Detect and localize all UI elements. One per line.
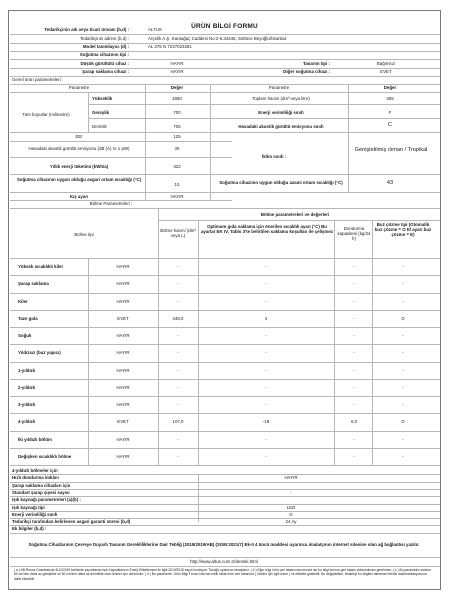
volume-header: Bölme hacmi (dm³ veya L): [160, 228, 196, 239]
compartment-present: HAYIR: [116, 264, 130, 269]
compartment-name: Değişken sıcaklıklı bölme: [18, 453, 72, 459]
compartment-freeze: -: [353, 367, 355, 373]
compartment-volume: -: [177, 384, 179, 390]
compartment-volume: -: [177, 453, 179, 459]
compartment-freeze: -: [353, 264, 355, 269]
compartment-temp: -: [265, 298, 267, 304]
compartment-temp: -: [265, 281, 267, 287]
divider: [10, 482, 440, 483]
divider: [10, 396, 440, 397]
value-header-right: Değer: [383, 85, 397, 90]
compartment-volume: -: [177, 281, 179, 287]
divider: [10, 344, 440, 345]
winter-setting-value: HAYIR: [170, 194, 184, 199]
divider: [10, 157, 232, 158]
compartment-present: EVET: [117, 419, 129, 425]
compartment-name: Kiler: [18, 298, 28, 304]
divider: [348, 84, 349, 192]
compartment-freeze: -: [353, 384, 355, 390]
compartment-name: Taze gıda: [18, 315, 38, 321]
other-appliance-value: EVET: [380, 69, 392, 74]
annual-energy-label: Yıllık enerji tüketimi (kWh/a): [49, 164, 109, 169]
compartment-defrost: O: [401, 315, 405, 321]
depth-label: Derinlik: [92, 124, 107, 129]
divider: [10, 465, 440, 466]
min-temp-value: 10: [174, 182, 180, 187]
divider: [10, 141, 232, 142]
general-params-heading: Genel ürün parametreleri :: [12, 77, 64, 82]
compartment-freeze: -: [353, 436, 355, 442]
dimensions-label: Tüm boyutlar (milimetre): [22, 112, 70, 117]
divider: [10, 174, 440, 175]
compartment-temp: -: [265, 350, 267, 356]
compartment-temp: -: [265, 367, 267, 373]
min-temp-label: Soğutma cihazının uygun olduğu asgari ortam sıcaklığı (°C): [16, 177, 142, 182]
compartment-volume: -: [177, 367, 179, 373]
compartment-temp: -: [265, 436, 267, 442]
compartment-present: HAYIR: [116, 281, 130, 287]
compartment-freeze: -: [353, 402, 355, 407]
compartment-volume: -: [177, 436, 179, 442]
compartment-name: Yıldızsız (buz yapıcı): [18, 350, 61, 356]
compartment-present: HAYIR: [116, 333, 130, 338]
divider: [158, 208, 159, 465]
compartment-temp: -18: [262, 419, 270, 425]
divider: [10, 34, 440, 35]
divider: [10, 525, 440, 526]
bottom-value: 24 Ay: [285, 519, 297, 525]
compartment-present: HAYIR: [116, 298, 130, 304]
bottom-value: LED: [286, 504, 296, 510]
divider: [10, 533, 440, 534]
divider: [88, 258, 89, 465]
value-header-left: Değer: [170, 85, 184, 90]
compartment-volume: -: [177, 350, 179, 356]
divider: [372, 220, 373, 465]
divider: [10, 293, 440, 294]
compartment-defrost: -: [402, 436, 404, 442]
noise-emission-label: Havadaki akustik gürültü emisyonu (dB (A) re 1 pW): [28, 146, 130, 151]
height-label: Yükseklik: [92, 96, 113, 101]
divider: [10, 258, 440, 259]
divider: [158, 220, 440, 221]
climate-class-label: İklim sınıfı :: [262, 154, 287, 159]
compartment-freeze: -: [353, 350, 355, 356]
compartment-name: 3-yıldızlı: [18, 402, 36, 407]
compartment-present: HAYIR: [116, 384, 130, 390]
compartment-volume: 348,0: [172, 315, 184, 321]
divider: [10, 431, 440, 432]
max-temp-value: 43: [386, 180, 394, 186]
height-value: 1850: [172, 96, 182, 101]
energy-class-value: F: [388, 110, 392, 115]
compartment-heading: Bölme Parametreleri :: [89, 201, 133, 206]
footnotes: ( a ) AB Resmi Gazetesinde 5/12/2019 tarihinde yayımlanan Işık Kaynaklarının Enerji Etiketlemesi ile ilgili 2019/2015 sayılı komisyon Tüzüğü uyarınca hesaplanır. ( b ) Eğer bilgi ürün veri tabanında mevcut ise bu bilgi formun geri kalanı doldurulması gerekmez. ( c ) Bu parametre sadece 60 cm'den daha az genişlikte ve 50 cm'den daha az derinlikte olan ürünler için doldurulur. ( d ) Bu parametre, Ürün Bilgi Formu'nda ilan edilir fakat ürün veri tabanına ( ürünler için ilgili kısım ) ve etikette gösterilir. Bu değişiklikler, tedarikçi bu bilgileri tamamen teknik dokümantasyonuna dahil etmelidir.: [14, 568, 432, 581]
compartment-defrost: -: [402, 402, 404, 407]
compartment-defrost: -: [402, 384, 404, 390]
divider: [10, 448, 440, 449]
compartment-defrost: -: [402, 367, 404, 373]
divider: [10, 59, 440, 60]
compartment-defrost: -: [402, 298, 404, 304]
freeze-capacity-header: Dondurma kapasitesi (kg/24 h): [337, 226, 371, 242]
compartment-volume: 107,0: [172, 419, 184, 425]
eei-value: 125: [173, 134, 181, 139]
width-value: 700: [173, 110, 181, 115]
divider: [10, 327, 440, 328]
total-volume-value: 455: [386, 96, 394, 101]
noise-emission-value: 39: [174, 146, 180, 151]
compartment-defrost: -: [402, 281, 404, 287]
divider: [10, 557, 440, 558]
compartment-freeze: -: [353, 333, 355, 338]
divider: [214, 104, 440, 105]
divider: [10, 92, 440, 93]
annual-energy-value: 322: [173, 164, 181, 169]
compartment-present: HAYIR: [116, 436, 130, 442]
compartment-temp: -: [265, 402, 267, 407]
bottom-label: Tedarikçi tarafından belirlenen asgari garanti süresi (b,d): [12, 519, 131, 525]
form-title: ÜRÜN BİLGİ FORMU: [191, 23, 258, 30]
bottom-value: HAYIR: [284, 475, 298, 481]
compartment-type-header: Bölme tipi: [74, 232, 94, 237]
supplier-name-label: Tedarikçinin adı veya ticari ünvanı (b,d) :: [44, 27, 129, 32]
eei-label: EEI: [75, 134, 83, 139]
divider: [10, 566, 440, 567]
compartment-present: HAYIR: [116, 402, 130, 407]
compartment-defrost: -: [402, 453, 404, 459]
compartment-freeze: -: [353, 453, 355, 459]
bottom-label: 4-yıldızlı bölmeler için: [12, 468, 58, 473]
supplier-name-value: ALTUS: [148, 27, 162, 32]
divider: [334, 220, 335, 465]
max-temp-label: Soğutma cihazının uygun olduğu azami ortam sıcaklığı (°C): [219, 180, 343, 185]
compartment-present: EVET: [117, 315, 129, 321]
divider: [88, 93, 89, 132]
compartment-name: İki yıldızlı bölüm: [18, 436, 52, 442]
bottom-label: Işık kaynağı parametreleri (a)(b) :: [12, 497, 81, 503]
winter-setting-label: Kış ayarı: [69, 194, 89, 199]
bottom-label: Işık kaynağı tipi: [12, 504, 45, 510]
divider: [10, 310, 440, 311]
compartment-present: HAYIR: [116, 453, 130, 459]
divider: [198, 474, 199, 522]
bottom-value: -: [290, 489, 292, 495]
climate-class-value: Genişletilmiş ılıman / Tropikal: [354, 147, 428, 153]
divider: [10, 413, 440, 414]
model-label: Model tanımlayıcı (d) :: [82, 44, 129, 49]
divider: [10, 275, 440, 276]
divider: [10, 208, 440, 209]
other-appliance-label: Diğer soğutma cihazı :: [283, 69, 330, 74]
compartment-volume: -: [177, 298, 179, 304]
compartment-temp: -: [265, 264, 267, 269]
depth-value: 705: [173, 124, 181, 129]
design-type-label: Tasarım tipi :: [303, 61, 330, 66]
compartment-defrost: O: [401, 419, 405, 425]
compartment-group-header: Bölme parametreleri ve değerleri: [260, 212, 330, 217]
compartment-temp: -: [265, 384, 267, 390]
compartment-name: Şarap saklama: [18, 281, 49, 287]
compartment-defrost: -: [402, 264, 404, 269]
divider: [10, 192, 440, 193]
compartment-freeze: 6,0: [350, 419, 358, 425]
compartment-temp: 4: [264, 315, 268, 321]
param-header-right: Parametre: [268, 85, 290, 90]
compartment-present: HAYIR: [116, 350, 130, 356]
compartment-defrost: -: [402, 333, 404, 338]
divider: [10, 362, 440, 363]
divider: [10, 379, 440, 380]
defrost-type-header: Buz çözme tipi (Otomatik buz çözme = O El ayarı buz çözme = E): [374, 222, 432, 238]
compartment-volume: -: [177, 264, 179, 269]
divider: [198, 220, 199, 465]
total-volume-label: Toplam hacim (dm³ veya litre): [252, 96, 310, 101]
compartment-volume: -: [177, 402, 179, 407]
divider: [145, 84, 146, 200]
bottom-value: G: [289, 511, 293, 517]
supplier-address-value: Arçelik A.Ş. Karaağaç Caddesi No:2-6,34445, Sütlüce Beyoğlu/İstanbul: [148, 36, 287, 41]
param-header-left: Parametre: [68, 85, 90, 90]
wine-storage-value: HAYIR: [170, 69, 184, 74]
divider: [10, 76, 440, 77]
divider: [10, 132, 440, 133]
compartment-freeze: -: [353, 298, 355, 304]
compartment-volume: -: [177, 333, 179, 338]
divider: [214, 118, 440, 119]
bottom-label: Ek bilgiler (b,d) :: [12, 526, 47, 532]
bottom-label: Standart şarap şişesi sayısı: [12, 489, 70, 495]
low-noise-value: HAYIR: [170, 61, 184, 66]
wine-storage-label: Şarap saklama cihazı :: [82, 69, 129, 74]
temp-setting-header: Optimum gıda saklama için önerilen sıcaklık ayarı (°C) Bu ayarlar EK IV, Tablo 3'te belirtilen saklama koşulları ile çelişmez: [200, 224, 334, 235]
compartment-name: Yüksek sıcaklıklı kiler: [18, 264, 64, 269]
bottom-label: Hızlı dondurma imkânı: [12, 475, 59, 481]
appliance-type-label: Soğutma cihazının tipi :: [79, 52, 129, 57]
compartment-name: 4-yıldızlı: [18, 419, 36, 425]
compartment-name: 1-yıldızlı: [18, 367, 36, 373]
compartment-freeze: -: [353, 281, 355, 287]
bottom-label: Enerji verimliliği sınıfı: [12, 511, 58, 517]
compartment-name: Soğuk: [18, 333, 32, 338]
compartment-name: 2-yıldızlı: [18, 384, 36, 390]
compartment-temp: -: [265, 333, 267, 338]
compartment-temp: -: [265, 453, 267, 459]
model-value: AL 375 N 7237023281: [148, 44, 192, 49]
noise-class-value: C: [387, 122, 393, 128]
supplier-address-label: Tedarikçinin adresi (b,d) :: [79, 36, 129, 41]
low-noise-label: Düşük gürültülü cihaz :: [80, 61, 129, 66]
energy-class-label: Enerji verimliliği sınıfı: [258, 110, 304, 115]
noise-class-label: Havadaki akustik gürültü emisyonu sınıfı: [238, 124, 324, 129]
divider: [210, 84, 211, 200]
bottom-label: Şarap saklama cihazları için: [12, 482, 71, 488]
manufacturer-url[interactable]: http://www.altus.com.tr/destek.html: [190, 559, 258, 564]
width-label: Genişlik: [92, 110, 110, 115]
compartment-present: HAYIR: [116, 367, 130, 373]
compartment-defrost: -: [402, 350, 404, 356]
regulation-text: Soğutma Cihazlarının Çevreye Duyarlı Tasarım Gerekliliklerine Dair Tebliğ (2019/2019/AB) (SGM:2021/7) Ek-II 4 üncü maddesi uyarınca imalatçının internet sitesine olan ağ bağlantısı yazılır.: [28, 542, 420, 547]
compartment-freeze: -: [353, 315, 355, 321]
design-type-value: Bağımsız: [376, 61, 396, 66]
